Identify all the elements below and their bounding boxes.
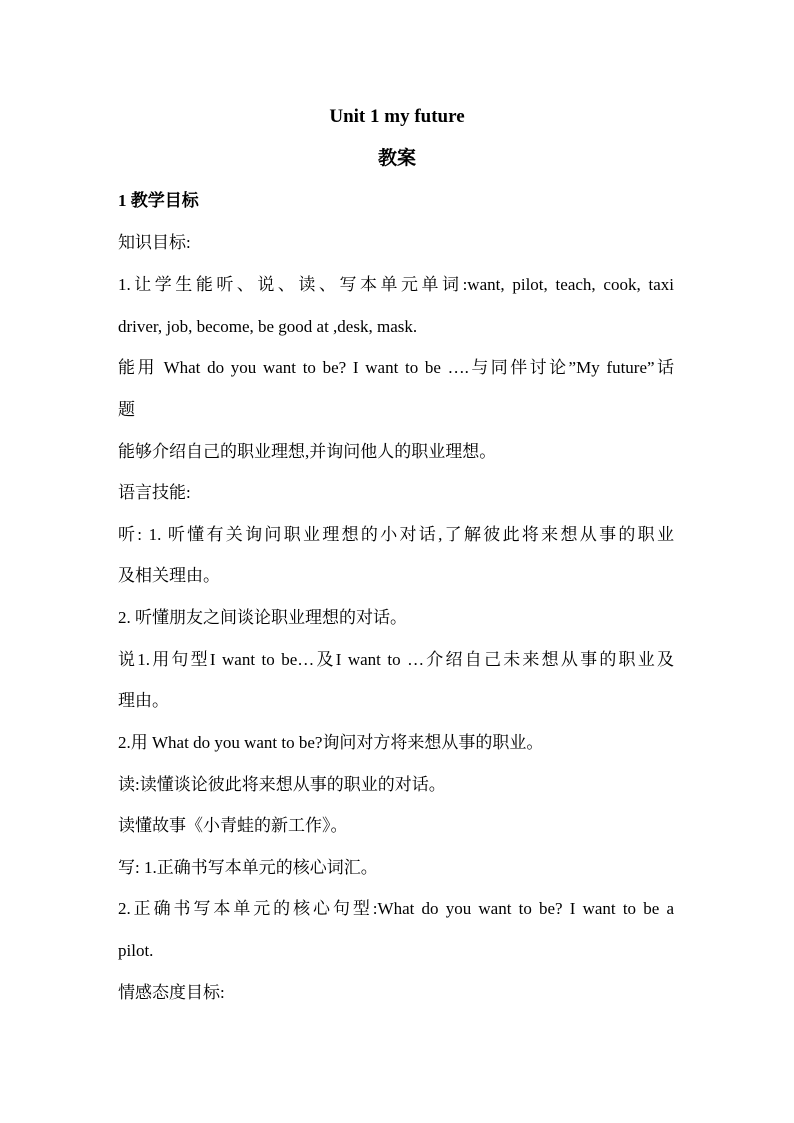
heading-language-skills: 语言技能: [118, 483, 191, 502]
text-line: 能够介绍自己的职业理想,并询问他人的职业理想。 [118, 442, 497, 461]
heading-knowledge-goals: 知识目标: [118, 233, 191, 252]
text-line: 及相关理由。 [118, 566, 220, 585]
text-line: 理由。 [118, 691, 169, 710]
document-title: Unit 1 my future [329, 106, 465, 127]
text-line: 说1.用句型I want to be…及I want to …介绍自己未来想从事的职业及 [118, 650, 674, 669]
heading-emotional-goals: 情感态度目标: [118, 983, 225, 1002]
text-line: 听: 1. 听懂有关询问职业理想的小对话,了解彼此将来想从事的职业 [118, 525, 674, 544]
section-heading-teaching-goals: 1 教学目标 [118, 191, 199, 210]
text-line: driver, job, become, be good at ,desk, mask. [118, 317, 418, 336]
text-line: 2. 听懂朋友之间谈论职业理想的对话。 [118, 608, 407, 627]
text-line: 题 [118, 400, 135, 419]
text-line: 读:读懂谈论彼此将来想从事的职业的对话。 [118, 775, 446, 794]
document-subtitle: 教案 [377, 148, 416, 169]
text-line: 2.正确书写本单元的核心句型:What do you want to be? I want to be a [118, 899, 674, 918]
text-line: 1.让学生能听、说、读、写本单元单词:want, pilot, teach, cook, taxi [118, 275, 674, 294]
text-line: 能用 What do you want to be? I want to be ….与同伴讨论”My future”话 [118, 358, 674, 377]
text-line: 2.用 What do you want to be?询问对方将来想从事的职业。 [118, 733, 544, 752]
text-line: 写: 1.正确书写本单元的核心词汇。 [118, 858, 378, 877]
text-line: 读懂故事《小青蛙的新工作》。 [118, 816, 348, 835]
text-line: pilot. [118, 941, 154, 960]
